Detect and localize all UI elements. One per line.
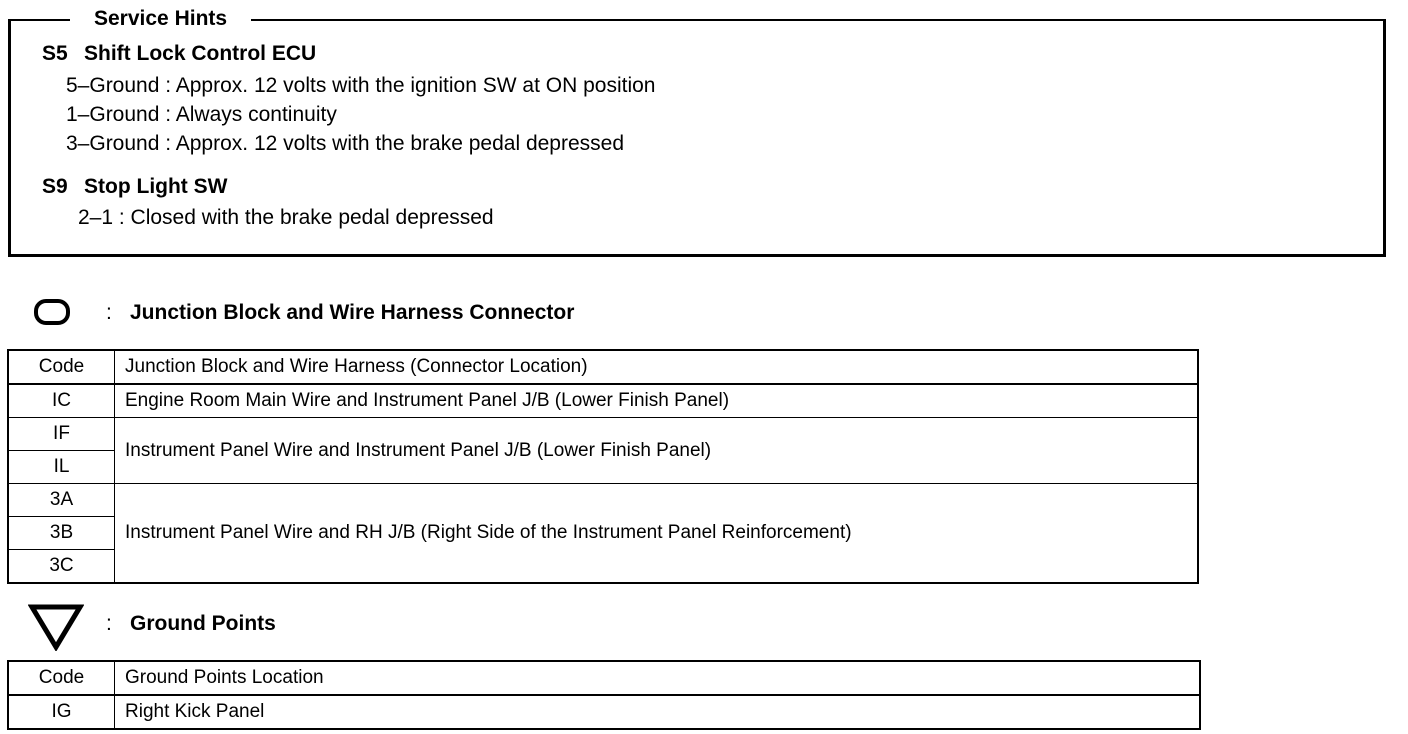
table-row (8, 384, 1198, 418)
hint-heading-s9 (42, 175, 227, 199)
ground-points-title: Ground Points (130, 612, 276, 635)
code-cell: IG (8, 695, 115, 729)
code-cell: 3A (8, 484, 115, 517)
location-cell: Engine Room Main Wire and Instrument Panel J/B (Lower Finish Panel) (115, 384, 1199, 418)
hint-code: S5 (42, 42, 68, 65)
ground-points-table (7, 660, 1201, 730)
hint-line: 5–Ground : Approx. 12 volts with the ignition SW at ON position (66, 74, 656, 97)
heading-colon: : (106, 301, 112, 324)
ground-points-heading (106, 612, 276, 636)
location-cell: Right Kick Panel (115, 695, 1201, 729)
header-location: Ground Points Location (115, 661, 1201, 695)
table-row (8, 695, 1200, 729)
ground-triangle-icon (28, 603, 84, 651)
junction-block-heading (106, 301, 574, 325)
hint-line: 2–1 : Closed with the brake pedal depressed (78, 206, 494, 229)
header-location: Junction Block and Wire Harness (Connector Location) (115, 350, 1199, 384)
code-cell: IC (8, 384, 115, 418)
code-cell: IF (8, 418, 115, 451)
table-header-row (8, 350, 1198, 384)
table-row (8, 484, 1198, 517)
service-hints-title: Service Hints (70, 7, 251, 31)
hint-heading-s5 (42, 42, 316, 66)
header-code: Code (8, 661, 115, 695)
code-cell: 3B (8, 517, 115, 550)
hint-code: S9 (42, 175, 68, 198)
hint-line: 1–Ground : Always continuity (66, 103, 337, 126)
junction-block-title: Junction Block and Wire Harness Connector (130, 301, 575, 324)
hint-name: Stop Light SW (84, 175, 228, 198)
hint-line: 3–Ground : Approx. 12 volts with the brake pedal depressed (66, 132, 625, 155)
heading-colon: : (106, 612, 112, 635)
junction-block-table (7, 349, 1199, 584)
location-cell: Instrument Panel Wire and Instrument Panel J/B (Lower Finish Panel) (115, 418, 1199, 484)
location-cell: Instrument Panel Wire and RH J/B (Right Side of the Instrument Panel Reinforcement) (115, 484, 1199, 584)
header-code: Code (8, 350, 115, 384)
code-cell: 3C (8, 550, 115, 584)
table-header-row (8, 661, 1200, 695)
hint-name: Shift Lock Control ECU (84, 42, 317, 65)
code-cell: IL (8, 451, 115, 484)
connector-oval-icon (34, 299, 70, 325)
table-row (8, 418, 1198, 451)
